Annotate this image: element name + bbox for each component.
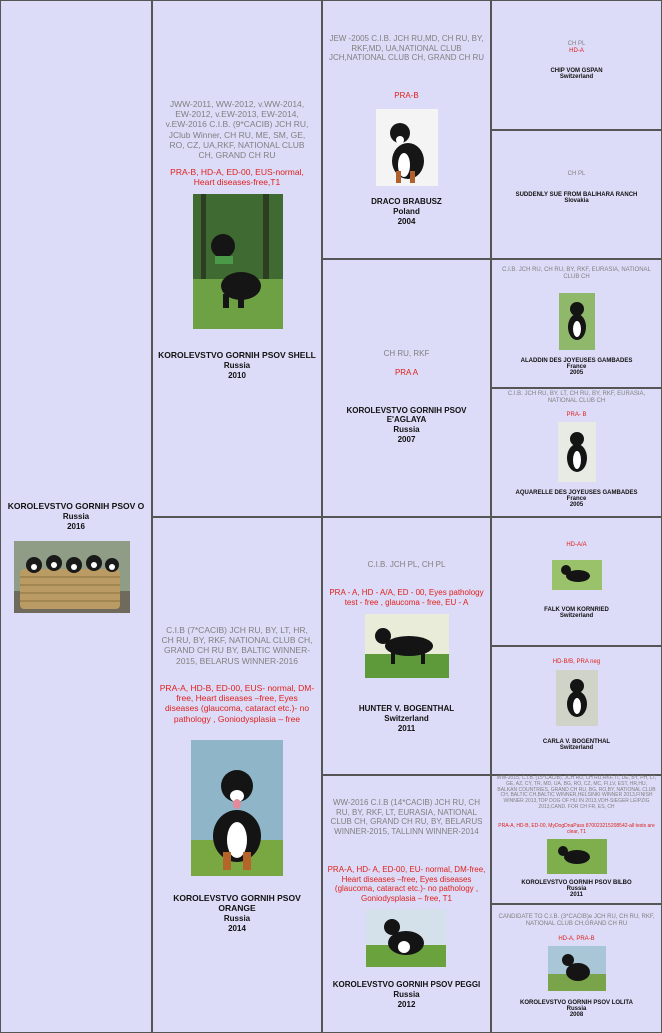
dog-titles: CH PL [567,41,586,47]
dog-health-tests: PRA-B, HD-A, ED-00, EUS-normal, Heart diseases-free,T1 [170,167,304,188]
dog-health-tests: HD-B/B, PRA neg [552,659,601,665]
dog-health-tests: HD-A/A [566,542,587,548]
dog-health-tests: PRA-A, HD-B, ED-00, MyDogDnaPass 870023215208542-all tests are clear, T1 [498,823,655,835]
dog-country: Russia [393,425,420,434]
dog-country: Russia [566,886,587,892]
dog-year: 2008 [569,1012,584,1018]
dog-country: Poland [393,207,420,216]
dog-year: 2005 [569,370,584,376]
dog-photo [366,909,446,967]
dog-name: ALADDIN DES JOYEUSES GAMBADES [520,358,633,364]
dog-name: AQUARELLE DES JOYEUSES GAMBADES [515,490,638,496]
dog-country: Switzerland [384,714,429,723]
dog-country: Switzerland [559,613,594,619]
sire-dam-cell [322,259,491,517]
dog-name: DRACO BRABUSZ [371,197,442,206]
dog-photo [559,293,595,350]
dog-titles: JEW -2005 C.I.B. JCH RU,MD, CH RU, BY, RKF,MD, UA,NATIONAL CLUB JCH,NATIONAL CLUB CH, GRAND CH RU [328,34,485,63]
dog-year: 2016 [67,522,85,531]
dog-titles: C.I.B. JCH RU, BY, LT, CH RU, BY, RKF, EURASIA, NATIONAL CLUB CH [507,391,646,405]
dog-health-tests: HD-A [569,48,584,54]
dog-country: Switzerland [559,74,594,80]
dog-health-tests: PRA - A, HD - A/A, ED - 00, Eyes pathology test - free , glaucoma - free, EU - A [329,588,484,607]
dog-titles: CH RU, RKF [383,349,430,358]
gen3-cell-8 [491,904,662,1033]
sire-cell [152,0,322,517]
dog-country: Russia [566,1006,587,1012]
dog-year: 2005 [569,502,584,508]
dog-country: France [566,364,587,370]
dog-year: 2012 [397,1000,416,1009]
dog-photo [552,560,602,590]
dam-dam-cell [322,775,491,1033]
dog-country: Russia [223,914,251,923]
dam-cell [152,517,322,1033]
dog-titles: C.I.B (7*CACIB) JCH RU, BY, LT, HR, CH RU, BY, RKF, NATIONAL CLUB CH, GRAND CH RU BY, BALTIC WINNER-2015, BELARUS WINNER-2016 [161,625,313,666]
sire-sire-cell [322,0,491,259]
dog-health-tests: HD-A, PRA-B [558,936,595,942]
dog-health-tests: PRA-A, HD- A, ED-00, EU- normal, DM-free, Heart diseases –free, Eyes diseases (glaucoma, cataract etc.)- no pathology , Goniodysplasia – free, T1 [327,865,486,903]
dog-photo [558,422,596,482]
dog-country: Russia [62,512,90,521]
dog-name: CHIP VOM GSPAN [550,68,603,74]
gen3-cell-3 [491,259,662,388]
dog-name: CARLA V. BOGENTHAL [542,739,611,745]
dog-name: KOROLEVSTVO GORNIH PSOV SHELL [158,350,316,360]
dog-country: Switzerland [559,745,594,751]
dog-name: KOROLEVSTVO GORNIH PSOV E'AGLAYA [346,406,467,424]
gen3-cell-7 [491,775,662,904]
puppies-in-basket-photo [14,541,130,613]
dog-name: KOROLEVSTVO GORNIH PSOV LOLITA [520,1000,633,1006]
dog-health-tests: PRA-B [394,91,419,100]
dog-titles: WW-2015, C.I.B. (15*CACIB), JCH RU, CH RU,RKF, IT, DE, BY, PH, LT, GE, AZ, CY, TR, MD, UA, BG, RO, CZ, MC, FI,LV, EST, HR,HU, BALKAN COUNTRIES, GRAND CH RU, BG, RO,BY, NATIONAL CLUB CH, BALTIC CH,BALTIC WINNER,HELSINKI WINNER 2013,FINISH WINNER 2013,TOP DOG OF HU IN 2013,VDH-SIEGER LEIPZIG 2013,CAND. FOR CH FR, ES, CH [496,775,657,810]
gen3-cell-2 [491,130,662,259]
dog-health-tests: PRA A [394,368,419,377]
dog-country: Slovakia [564,198,589,204]
gen3-cell-6 [491,646,662,775]
dog-year: 2011 [569,892,584,898]
dog-health-tests: PRA-A, HD-B, ED-00, EUS- normal, DM- free, Heart diseases –free, Eyes diseases (glaucoma, cataract etc.)- no pathology , Goniodysplasia – free [159,683,315,724]
dog-country: Russia [393,990,420,999]
dog-year: 2004 [397,217,416,226]
dog-titles: WW-2016 C.I.B (14*CACIB) JCH RU, CH RU, BY, RKF, LT, EURASIA, NATIONAL CLUB CH, GRAND CH RU, BY, BELARUS WINNER-2015, TALLINN WINNER-2014 [330,798,483,836]
dog-titles: C.I.B. JCH RU, CH RU, BY, RKF, EURASIA, NATIONAL CLUB CH [502,267,651,281]
dog-name: FALK VOM KORNRIED [544,607,609,613]
gen3-cell-5 [491,517,662,646]
gen3-cell-4 [491,388,662,517]
dog-titles: JWW-2011, WW-2012, v.WW-2014, EW-2012, v.EW-2013, EW-2014, v.EW-2016 C.I.B. (9*CACIB) JCH RU, JClub Winner, CH RU, ME, SM, GE, RO, CZ, UA,RKF, NATIONAL CLUB CH, GRAND CH RU [165,99,309,160]
dog-year: 2011 [397,724,416,733]
dog-photo [193,194,283,329]
dog-photo [365,614,449,678]
dog-name: KOROLEVSTVO GORNIH PSOV ORANGE [173,893,301,913]
dog-name: SUDDENLY SUE FROM BALIHARA RANCH [515,192,638,198]
dog-photo [547,839,607,874]
dog-name: KOROLEVSTVO GORNIH PSOV O [7,501,145,511]
dog-photo [376,109,438,186]
pedigree-subject-cell [0,0,152,1033]
dog-titles: C.I.B. JCH PL, CH PL [367,560,446,569]
dog-name: HUNTER V. BOGENTHAL [358,704,455,713]
dog-year: 2007 [397,435,416,444]
gen3-cell-1 [491,0,662,130]
dog-year: 2014 [228,924,246,933]
dog-name: KOROLEVSTVO GORNIH PSOV PEGGI [332,980,481,989]
dam-sire-cell [322,517,491,775]
dog-year: 2010 [228,371,246,380]
dog-country: France [566,496,587,502]
dog-photo [548,946,606,991]
dog-country: Russia [223,361,251,370]
dog-photo [556,670,598,726]
dog-photo [191,740,283,876]
dog-titles: CANDIDATE TO C.I.B. (3*CACIB)е JCH RU, CH RU, RKF, NATIONAL CLUB CH,GRAND CH RU [498,914,655,928]
dog-health-tests: PRA- B [566,412,587,418]
dog-titles: CH PL [567,171,586,177]
dog-name: KOROLEVSTVO GORNIH PSOV BILBO [521,880,632,886]
